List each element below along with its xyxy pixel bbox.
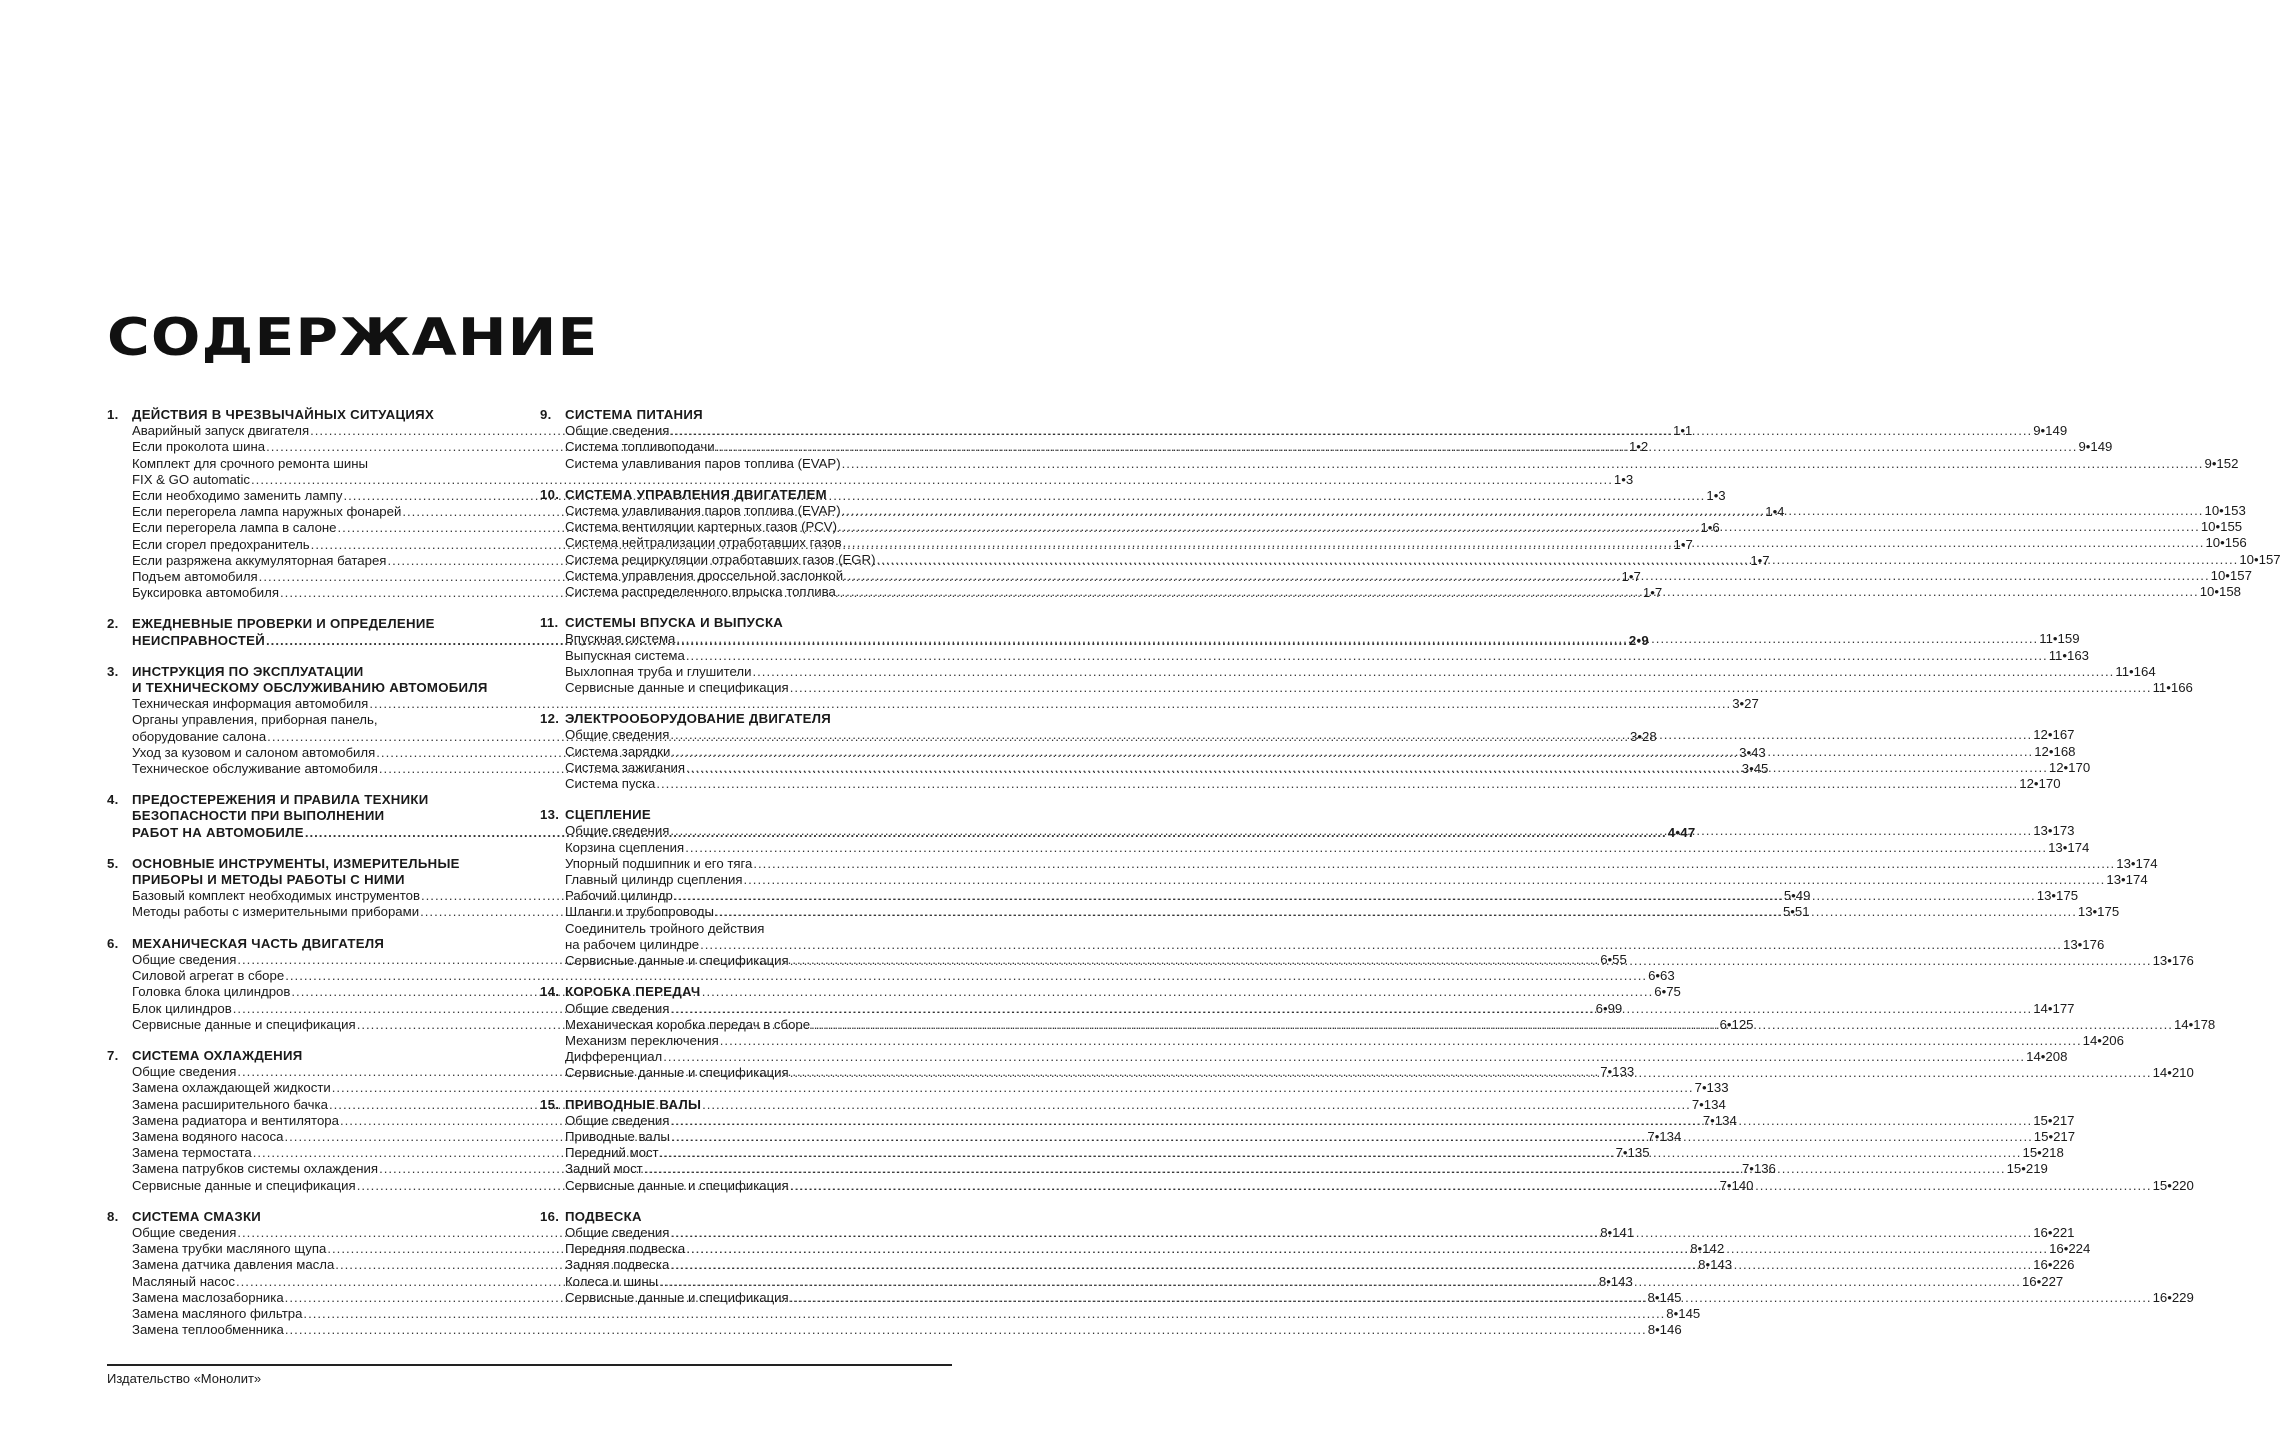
page-number: 3•28: [1630, 728, 1657, 744]
section-title-text: НЕИСПРАВНОСТЕЙ: [132, 632, 265, 648]
page-number: 10•156: [2205, 535, 2247, 551]
page-number: 12•170: [2019, 776, 2061, 792]
section-title-line: ОСНОВНЫЕ ИНСТРУМЕНТЫ, ИЗМЕРИТЕЛЬНЫЕ: [132, 855, 460, 871]
page-number: 12•170: [2048, 759, 2091, 775]
section-heading[interactable]: [540, 1097, 952, 1113]
section-title-line: ПРИВОДНЫЕ ВАЛЫ: [565, 1096, 702, 1112]
page-number: 3•45: [1741, 761, 1769, 777]
page-number: 13•174: [2106, 872, 2148, 888]
toc-entry-text: Упорный подшипник и его тяга: [565, 855, 753, 871]
page-number: 6•63: [1648, 968, 1675, 984]
toc-entry-text: Аварийный запуск двигателя: [132, 423, 310, 439]
toc-entry[interactable]: [565, 776, 2061, 792]
toc-entry[interactable]: [565, 855, 2158, 872]
page-number: 3•43: [1739, 744, 1766, 760]
dot-leader: [790, 1178, 2152, 1194]
page-number: 11•166: [2152, 680, 2193, 696]
section-title-line: СЦЕПЛЕНИЕ: [565, 807, 651, 823]
page-number: 9•149: [2078, 439, 2113, 455]
dot-leader: [743, 872, 2105, 888]
section-heading[interactable]: [107, 1209, 519, 1225]
toc-entry-text: Общие сведения: [132, 951, 237, 967]
toc-entry-text: Сервисные данные и спецификация: [565, 1177, 789, 1193]
toc-entry-text: Система управления дроссельной заслонкой.: [565, 567, 847, 583]
section-number: 5.: [107, 855, 119, 871]
toc-entry-text: Дифференциал: [565, 1049, 663, 1065]
section-title-text: РАБОТ НА АВТОМОБИЛЕ: [132, 824, 304, 840]
page-number: 6•75: [1654, 984, 1681, 1000]
toc-entry-text: Система рециркуляции отработавших газов (EGR): [565, 551, 876, 567]
page-number: 1•3: [1706, 488, 1726, 504]
section-number: 7.: [107, 1047, 119, 1063]
section-number: 10.: [540, 486, 560, 502]
toc-entry-text: Приводные валы: [565, 1128, 670, 1144]
page-number: 1•4: [1765, 504, 1785, 520]
page-number: 8•141: [1600, 1224, 1635, 1240]
section-title-line: ЕЖЕДНЕВНЫЕ ПРОВЕРКИ И ОПРЕДЕЛЕНИЕ: [132, 616, 435, 632]
section-heading[interactable]: [107, 664, 519, 696]
section-heading[interactable]: [540, 487, 952, 503]
dot-leader: [790, 953, 2152, 969]
page-number: 6•99: [1595, 1000, 1623, 1016]
page-number: 7•134: [1691, 1096, 1726, 1112]
toc-entry-text: Общие сведения: [565, 1224, 670, 1240]
page-number: 16•226: [2033, 1257, 2075, 1273]
toc-entry-text: Если разряжена аккумуляторная батарея: [132, 552, 387, 568]
toc-entry-text: Система топливоподачи: [565, 439, 715, 455]
toc-entry[interactable]: [565, 455, 2239, 472]
page-title: СОДЕРЖАНИЕ: [107, 308, 599, 368]
dot-leader: [670, 823, 2032, 839]
toc-entry-text: Система улавливания паров топлива (EVAP): [565, 503, 841, 519]
page-number: 1•3: [1613, 471, 1634, 487]
page-number: 13•174: [2116, 855, 2158, 871]
toc-entry-text: Задняя подвеска: [565, 1257, 670, 1273]
page-number: 15•218: [2022, 1145, 2064, 1161]
section-title-line: СИСТЕМЫ ВПУСКА И ВЫПУСКА: [565, 615, 784, 631]
toc-entry-text: Корзина сцепления: [565, 839, 685, 855]
toc-entry-text: Рабочий цилиндр: [565, 888, 673, 904]
toc-entry-text: Выхлопная труба и глушители: [565, 663, 752, 679]
toc-entry-text: Выпускная система: [565, 647, 685, 663]
section-title-line: ЭЛЕКТРООБОРУДОВАНИЕ ДВИГАТЕЛЯ: [565, 711, 832, 727]
section-title-line: ДЕЙСТВИЯ В ЧРЕЗВЫЧАЙНЫХ СИТУАЦИЯХ: [132, 407, 435, 422]
dot-leader: [686, 1241, 2048, 1257]
page-number: 9•149: [2033, 423, 2068, 439]
toc-entry-text: Подъем автомобиля: [132, 569, 258, 585]
page-number: 10•153: [2204, 503, 2246, 519]
page-number: 2•9: [1628, 632, 1650, 648]
section-heading[interactable]: [540, 407, 952, 423]
section-number: 2.: [107, 616, 119, 632]
dot-leader: [671, 1129, 2033, 1145]
toc-entry[interactable]: [565, 1049, 2068, 1065]
dot-leader: [671, 744, 2033, 760]
page-number: 8•143: [1698, 1257, 1733, 1273]
page-number: 1•7: [1673, 536, 1693, 552]
page-number: 1•7: [1750, 552, 1770, 568]
page-number: 8•146: [1647, 1322, 1682, 1338]
page-number: 5•51: [1782, 904, 1810, 920]
section-number: 8.: [107, 1208, 119, 1224]
page-number: 16•221: [2033, 1224, 2075, 1240]
page-number: 16•227: [2021, 1273, 2064, 1289]
page-number: 1•7: [1621, 569, 1641, 585]
section-title-line: ПРЕДОСТЕРЕЖЕНИЯ И ПРАВИЛА ТЕХНИКИ: [132, 792, 429, 808]
toc-entry[interactable]: [132, 1224, 1635, 1241]
toc-entry-text: Общие сведения: [132, 1224, 237, 1240]
section-number: 4.: [107, 792, 119, 808]
publisher-footer: Издательство «Монолит»: [107, 1371, 262, 1386]
page-number: 13•175: [2077, 904, 2120, 920]
dot-leader: [842, 456, 2204, 472]
toc-entry-text: Сервисные данные и спецификация: [565, 1065, 789, 1081]
section-title-line: ПОДВЕСКА: [565, 1208, 642, 1224]
section-number: 11.: [540, 615, 559, 631]
dot-leader: [670, 1001, 2032, 1017]
section-heading[interactable]: [107, 407, 519, 423]
section-heading[interactable]: [540, 807, 952, 823]
section-title-line: И ТЕХНИЧЕСКОМУ ОБСЛУЖИВАНИЮ АВТОМОБИЛЯ: [132, 680, 488, 696]
toc-entry[interactable]: [132, 696, 1759, 712]
page-number: 13•173: [2033, 823, 2075, 839]
dot-leader: [656, 776, 2018, 792]
page-number: 13•176: [2152, 953, 2194, 969]
dot-leader: [790, 1065, 2152, 1081]
toc-entry-text: Сервисные данные и спецификация: [132, 1016, 356, 1032]
page-number: 3•27: [1732, 696, 1759, 712]
dot-leader: [303, 1306, 1665, 1322]
toc-entry-text: Замена термостата: [132, 1145, 252, 1161]
section-number: 12.: [540, 711, 560, 727]
toc-entry-text: Если перегорела лампа наружных фонарей: [132, 504, 402, 520]
dot-leader: [716, 439, 2078, 455]
page-number: 7•136: [1741, 1161, 1776, 1177]
toc-entry-text: Система зажигания: [565, 759, 685, 775]
page-number: 7•134: [1702, 1112, 1737, 1128]
dot-leader: [329, 1097, 1691, 1113]
dot-leader: [848, 568, 2210, 584]
section-number: 16.: [540, 1208, 560, 1224]
toc-entry-text: Техническое обслуживание автомобиля: [132, 761, 378, 777]
toc-entry[interactable]: [132, 1322, 1682, 1338]
toc-entry-text: Колеса и шины: [565, 1273, 659, 1289]
page-number: 5•49: [1783, 888, 1811, 904]
toc-entry[interactable]: [565, 936, 2105, 953]
toc-entry-text: Общие сведения: [565, 1000, 670, 1016]
toc-entry[interactable]: [565, 663, 2156, 680]
dot-leader: [686, 648, 2048, 664]
page-number: 15•217: [2033, 1128, 2076, 1144]
toc-entry-text: Если перегорела лампа в салоне: [132, 520, 337, 536]
dot-leader: [670, 1225, 2032, 1241]
toc-entry-text: Общие сведения: [132, 1064, 237, 1080]
section-title-line: СИСТЕМА УПРАВЛЕНИЯ ДВИГАТЕЛЕМ: [565, 486, 827, 502]
section-title-line: ИНСТРУКЦИЯ ПО ЭКСПЛУАТАЦИИ: [132, 663, 364, 679]
toc-entry-text: Методы работы с измерительными приборами: [132, 904, 420, 920]
toc-entry-text: Замена теплообменника: [132, 1322, 284, 1338]
dot-leader: [790, 1290, 2152, 1306]
toc-entry-text: Механизм переключения: [565, 1032, 719, 1048]
dot-leader: [843, 535, 2205, 551]
page-number: 14•206: [2082, 1032, 2124, 1048]
page-number: 10•157: [2210, 567, 2252, 583]
section-number: 15.: [540, 1096, 560, 1112]
toc-entry-text: Силовой агрегат в сборе: [132, 968, 285, 984]
toc-entry-text: Механическая коробка передач в сборе: [565, 1016, 811, 1032]
dot-leader: [700, 937, 2062, 953]
toc-entry-text: Базовый комплект необходимых инструментов: [132, 888, 420, 904]
page-number: 6•55: [1600, 951, 1627, 967]
page-number: 12•167: [2033, 727, 2075, 743]
dot-leader: [842, 503, 2204, 519]
dot-leader: [670, 1257, 2032, 1273]
toc-entry-text: на рабочем цилиндре: [565, 936, 700, 952]
toc-entry-text: Передний мост: [565, 1145, 659, 1161]
page-number: 15•219: [2006, 1161, 2048, 1177]
page-number: 15•217: [2033, 1112, 2075, 1128]
toc-entry-text: Система улавливания паров топлива (EVAP): [565, 455, 841, 471]
section-title-line: БЕЗОПАСНОСТИ ПРИ ВЫПОЛНЕНИИ: [132, 808, 385, 824]
toc-entry-text: Блок цилиндров: [132, 1000, 232, 1016]
page-number: 13•176: [2062, 936, 2105, 952]
toc-entry-text: Буксировка автомобиля: [132, 585, 280, 601]
toc-entry-text: Замена датчика давления масла: [132, 1257, 335, 1273]
toc-entry[interactable]: [565, 647, 2090, 664]
page-number: 14•210: [2152, 1065, 2194, 1081]
toc-entry-text: Общие сведения: [565, 823, 670, 839]
section-number: 14.: [540, 984, 560, 1000]
dot-leader: [291, 984, 1653, 1000]
page-number: 16•224: [2049, 1241, 2091, 1257]
dot-leader: [753, 856, 2115, 872]
toc-entry-text: Органы управления, приборная панель,: [132, 712, 378, 728]
dot-leader: [674, 888, 2036, 904]
dot-leader: [332, 1080, 1694, 1096]
section-number: 1.: [107, 407, 119, 422]
section-title-line: СИСТЕМА СМАЗКИ: [132, 1208, 262, 1224]
toc-entry[interactable]: [132, 1177, 1754, 1194]
page-number: 16•229: [2152, 1289, 2194, 1305]
page-number: 7•135: [1615, 1145, 1650, 1161]
dot-leader: [670, 727, 2032, 743]
section-number: 9.: [540, 407, 552, 422]
toc-entry-text: Главный цилиндр сцепления: [565, 872, 743, 888]
section-number: 3.: [107, 663, 119, 679]
toc-entry-text: Сервисные данные и спецификация: [565, 680, 789, 696]
toc-entry-text: Сервисные данные и спецификация: [565, 953, 789, 969]
page-number: 13•174: [2048, 839, 2090, 855]
section-heading[interactable]: [540, 615, 952, 631]
toc-entry-text: Замена расширительного бачка: [132, 1096, 328, 1112]
section-title-line: СИСТЕМА ОХЛАЖДЕНИЯ: [132, 1047, 303, 1063]
toc-entry-text: Задний мост: [565, 1161, 643, 1177]
section-heading[interactable]: [107, 1048, 519, 1064]
toc-entry[interactable]: [132, 471, 1634, 488]
toc-entry-text: Общие сведения: [565, 1112, 670, 1128]
toc-entry[interactable]: [565, 839, 2090, 856]
toc-entry-text: Общие сведения: [565, 423, 670, 439]
page-number: 12•168: [2034, 743, 2076, 759]
dot-leader: [811, 1017, 2173, 1033]
toc-entry[interactable]: [565, 872, 2148, 888]
dot-leader: [285, 1322, 1647, 1338]
page-number: 14•178: [2173, 1016, 2216, 1032]
page-number: 14•208: [2026, 1049, 2068, 1065]
toc-entry-text: Если необходимо заменить лампу: [132, 488, 343, 504]
toc-entry-text: Замена радиатора и вентилятора: [132, 1112, 339, 1128]
toc-entry[interactable]: [132, 1305, 1701, 1322]
page-number: 7•133: [1600, 1064, 1635, 1080]
dot-leader: [670, 423, 2032, 439]
section-title-line: КОРОБКА ПЕРЕДАЧ: [565, 984, 701, 1000]
page-number: 1•2: [1628, 439, 1649, 455]
section-title-line: МЕХАНИЧЕСКАЯ ЧАСТЬ ДВИГАТЕЛЯ: [132, 935, 385, 951]
page-number: 11•163: [2048, 647, 2090, 663]
page-number: 7•140: [1719, 1177, 1754, 1193]
toc-entry-text: Система вентиляции картерных газов (PCV): [565, 519, 837, 535]
page-number: 10•157: [2239, 551, 2281, 567]
toc-entry-text: Если сгорел предохранитель: [132, 536, 310, 552]
dot-leader: [720, 1033, 2082, 1049]
toc-entry[interactable]: [132, 968, 1675, 984]
section-heading[interactable]: [540, 711, 952, 727]
page-number: 7•134: [1647, 1128, 1682, 1144]
dot-leader: [659, 1274, 2021, 1290]
dot-leader: [670, 1113, 2032, 1129]
page-number: 8•145: [1647, 1289, 1682, 1305]
dot-leader: [663, 1049, 2025, 1065]
page-number: 15•220: [2152, 1177, 2194, 1193]
toc-entry-text: Впускная система: [565, 631, 676, 647]
toc-entry-text: Система пуска: [565, 776, 656, 792]
page-number: 1•1: [1672, 423, 1693, 439]
page-number: 11•159: [2039, 631, 2080, 647]
toc-entry-text: Замена охлаждающей жидкости: [132, 1080, 331, 1096]
toc-entry-text: FIX & GO automatic: [132, 471, 250, 487]
toc-entry-text: Сервисные данные и спецификация: [132, 1177, 356, 1193]
toc-entry-text: Замена трубки масляного щупа: [132, 1241, 327, 1257]
page-number: 11•164: [2115, 663, 2156, 679]
toc-entry-text: Общие сведения: [565, 727, 670, 743]
toc-entry-text: Масляный насос: [132, 1273, 235, 1289]
section-title-line: СИСТЕМА ПИТАНИЯ: [565, 407, 703, 422]
toc-entry-text: Головка блока цилиндров: [132, 984, 291, 1000]
page-number: 8•142: [1690, 1241, 1725, 1257]
dot-leader: [715, 904, 2077, 920]
page-number: 14•177: [2033, 1000, 2075, 1016]
page-number: 8•145: [1666, 1305, 1701, 1321]
toc-entry-text: Шланги и трубопроводы: [565, 904, 715, 920]
dot-leader: [752, 664, 2114, 680]
dot-leader: [686, 760, 2048, 776]
toc-entry-text: Замена масляного фильтра: [132, 1305, 303, 1321]
section-heading[interactable]: [540, 984, 952, 1000]
section-heading[interactable]: [107, 856, 519, 888]
section-title-line: ПРИБОРЫ И МЕТОДЫ РАБОТЫ С НИМИ: [132, 872, 405, 888]
toc-entry-text: Передняя подвеска: [565, 1241, 686, 1257]
section-number: 6.: [107, 935, 119, 951]
toc-entry-text: Техническая информация автомобиля: [132, 696, 369, 712]
dot-leader: [285, 968, 1647, 984]
footer-divider: [107, 1364, 952, 1366]
page-number: 1•6: [1700, 520, 1720, 536]
dot-leader: [685, 840, 2047, 856]
toc-entry-text: Система зарядки: [565, 743, 671, 759]
page-number: 1•7: [1642, 585, 1663, 601]
dot-leader: [644, 1161, 2006, 1177]
toc-entry-text: Система нейтрализации отработавших газов: [565, 535, 842, 551]
section-heading[interactable]: [540, 1209, 952, 1225]
toc-entry-text: Замена водяного насоса: [132, 1128, 284, 1144]
dot-leader: [660, 1145, 2022, 1161]
page-number: 6•125: [1719, 1016, 1754, 1032]
toc-entry[interactable]: [132, 1080, 1729, 1096]
dot-leader: [676, 631, 2038, 647]
section-heading[interactable]: [107, 936, 519, 952]
toc-entry[interactable]: [565, 1032, 2124, 1049]
dot-leader: [838, 519, 2200, 535]
toc-entry[interactable]: [565, 680, 2193, 696]
toc-entry-text: Замена патрубков системы охлаждения: [132, 1161, 379, 1177]
page-number: 9•152: [2204, 455, 2239, 471]
page-number: 10•158: [2199, 584, 2241, 600]
toc-entry-text: Система распределенного впрыска топлива: [565, 584, 836, 600]
toc-entry-text: Уход за кузовом и салоном автомобиля: [132, 744, 376, 760]
toc-entry-text: Сервисные данные и спецификация: [565, 1289, 789, 1305]
page-number: 7•133: [1694, 1080, 1729, 1096]
toc-entry-text: Соединитель тройного действия: [565, 920, 765, 936]
toc-entry-text: Если проколота шина: [132, 439, 266, 455]
section-number: 13.: [540, 807, 560, 823]
toc-entry-text: оборудование салона: [132, 728, 267, 744]
dot-leader: [876, 552, 2238, 568]
toc-entry-text: Комплект для срочного ремонта шины: [132, 455, 368, 471]
page-number: 10•155: [2200, 519, 2243, 535]
dot-leader: [837, 584, 2199, 600]
page-number: 13•175: [2036, 888, 2079, 904]
dot-leader: [790, 680, 2152, 696]
toc-entry-text: Замена маслозаборника: [132, 1289, 284, 1305]
page-number: 4•47: [1667, 824, 1696, 840]
page-number: 8•143: [1598, 1273, 1633, 1289]
